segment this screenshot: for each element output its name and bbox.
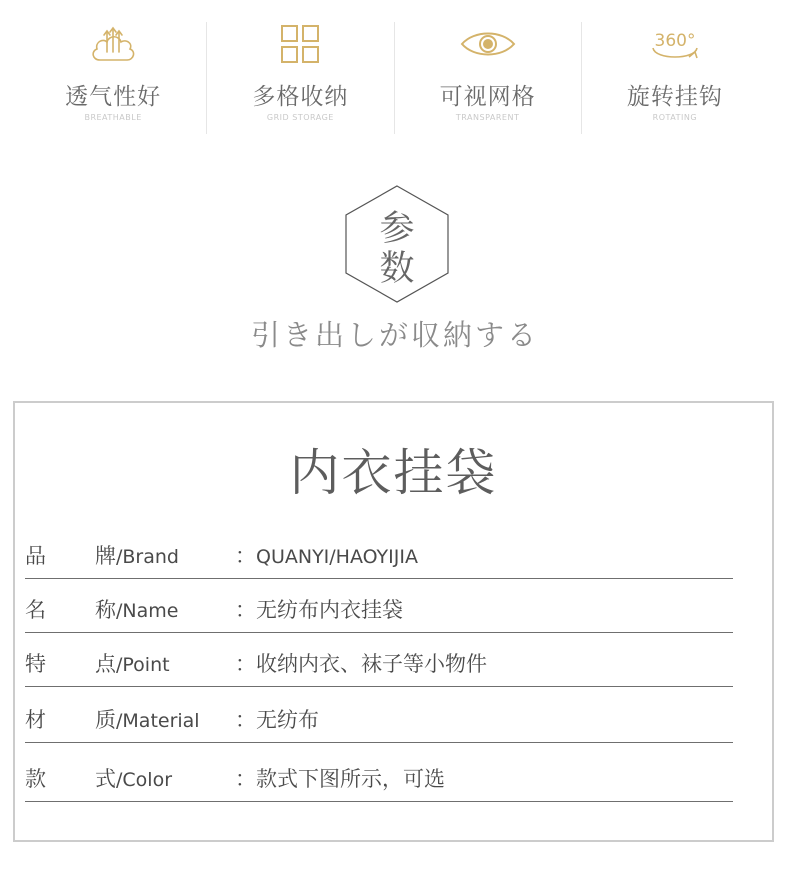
feature-subtitle: TRANSPARENT — [455, 113, 520, 122]
feature-title: 旋转挂钩 — [626, 84, 723, 110]
spec-row-color — [25, 761, 733, 802]
badge-char-1: 参 — [379, 209, 415, 249]
spec-label — [95, 704, 200, 734]
spec-value — [235, 704, 319, 734]
spec-value-text: 无纺布内衣挂袋 — [256, 598, 403, 622]
spec-value — [235, 540, 418, 570]
spec-colon: ： — [235, 544, 256, 568]
spec-label-char: 款 — [25, 767, 46, 791]
spec-label-char: 品 — [25, 544, 46, 568]
parameter-badge — [342, 184, 452, 304]
section-subtitle: 引き出しが収納する — [250, 318, 539, 352]
grid-icon — [270, 22, 330, 68]
spec-value-text: 收纳内衣、袜子等小物件 — [256, 652, 487, 676]
spec-label-char: 牌 — [95, 544, 116, 568]
spec-value-text: QUANYI/HAOYIJIA — [256, 546, 418, 568]
spec-label-en: /Name — [116, 600, 179, 622]
feature-subtitle: BREATHABLE — [84, 113, 142, 122]
feature-subtitle: GRID STORAGE — [266, 113, 334, 122]
spec-row-material — [25, 702, 733, 743]
spec-colon: ： — [235, 708, 256, 732]
spec-label-en: /Color — [116, 769, 173, 791]
feature-rotating — [581, 22, 768, 134]
spec-colon: ： — [235, 652, 256, 676]
spec-value — [235, 648, 487, 678]
feature-transparent — [394, 22, 581, 134]
spec-label-char: 点 — [95, 652, 116, 676]
feature-title: 多格收纳 — [252, 84, 349, 110]
spec-label — [95, 540, 179, 570]
spec-row-name — [25, 592, 733, 633]
product-title: 内衣挂袋 — [289, 444, 498, 502]
spec-panel — [13, 401, 774, 842]
spec-row-brand — [25, 538, 733, 579]
spec-label-char: 材 — [25, 708, 46, 732]
spec-label — [95, 763, 172, 793]
feature-breathable — [20, 22, 206, 134]
spec-colon: ： — [235, 598, 256, 622]
spec-label — [95, 594, 178, 624]
feature-title: 可视网格 — [439, 84, 536, 110]
rotate-360-label: 360° — [654, 31, 696, 51]
spec-value-text: 款式下图所示，可选 — [256, 767, 445, 791]
spec-colon: ： — [235, 767, 256, 791]
spec-label — [95, 648, 170, 678]
spec-label-char: 质 — [95, 708, 116, 732]
spec-row-point — [25, 646, 733, 687]
spec-label-char: 特 — [25, 652, 46, 676]
feature-strip — [20, 22, 768, 134]
feature-grid-storage — [206, 22, 393, 134]
feature-title: 透气性好 — [65, 84, 162, 110]
rotate-360-icon — [645, 22, 705, 68]
breathable-cloud-icon — [83, 22, 143, 68]
spec-label-char: 式 — [95, 767, 116, 791]
spec-label-en: /Brand — [116, 546, 179, 568]
spec-value-text: 无纺布 — [256, 708, 319, 732]
spec-label-en: /Material — [116, 710, 200, 732]
spec-label-en: /Point — [116, 654, 170, 676]
spec-label-char: 名 — [25, 598, 46, 622]
eye-icon — [458, 22, 518, 68]
spec-value — [235, 594, 403, 624]
badge-text — [342, 209, 452, 289]
feature-subtitle: ROTATING — [652, 113, 698, 122]
spec-label-char: 称 — [95, 598, 116, 622]
badge-char-2: 数 — [379, 249, 415, 289]
spec-value — [235, 763, 445, 793]
